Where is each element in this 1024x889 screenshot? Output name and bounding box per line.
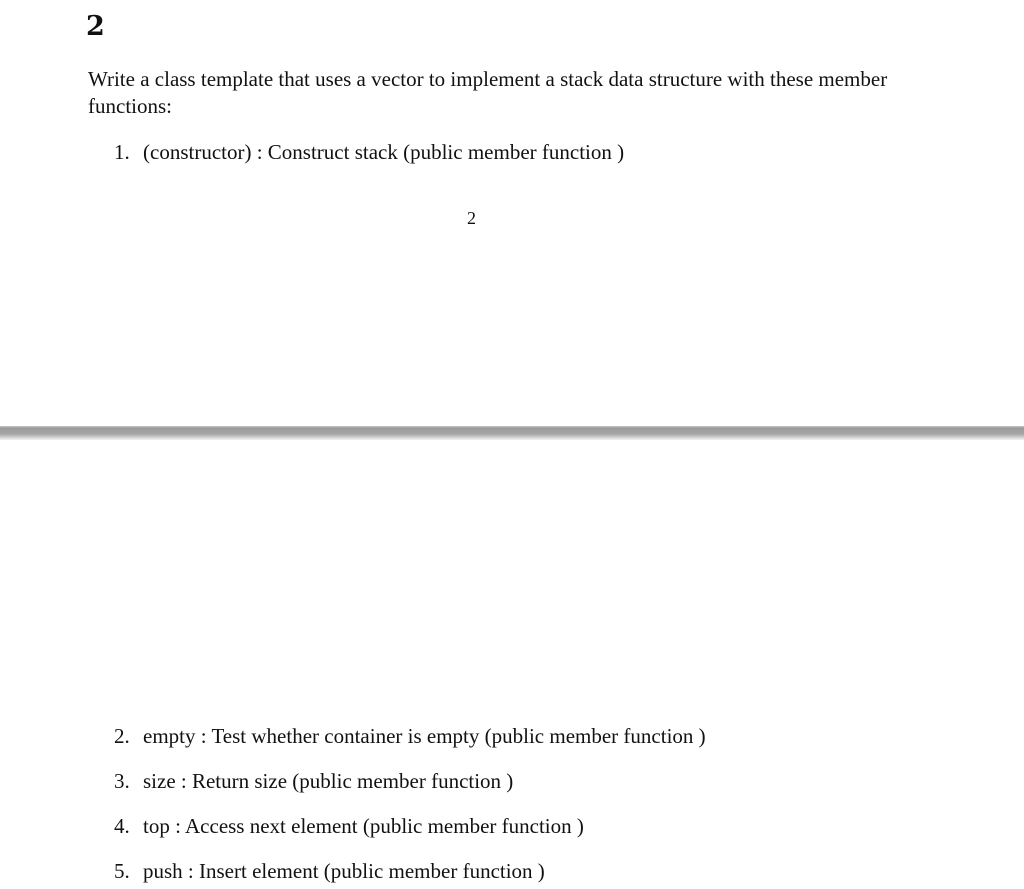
list-item-number: 1. — [114, 140, 130, 164]
list-item-text: (constructor) : Construct stack (public member function ) — [143, 140, 625, 164]
list-item-text: push : Insert element (public member function ) — [143, 859, 545, 883]
list-item — [114, 723, 706, 749]
list-item-text: top : Access next element (public member function ) — [143, 814, 584, 838]
page-number: 2 — [467, 208, 476, 228]
page-divider — [0, 426, 1024, 440]
list-item-text: size : Return size (public member function ) — [143, 769, 514, 793]
list-item — [114, 139, 624, 165]
list-item — [114, 813, 584, 839]
question-text: Write a class template that uses a vector to implement a stack data structure with these member functions: — [88, 67, 888, 118]
list-item — [114, 768, 513, 794]
list-item-number: 2. — [114, 724, 130, 748]
list-item-number: 4. — [114, 814, 130, 838]
list-item-text: empty : Test whether container is empty (public member function ) — [143, 724, 706, 748]
list-item-number: 5. — [114, 859, 130, 883]
page-2 — [0, 440, 1024, 889]
list-item-number: 3. — [114, 769, 130, 793]
page-1 — [0, 0, 1024, 426]
section-number: 2 — [86, 11, 105, 42]
list-item — [114, 858, 545, 884]
